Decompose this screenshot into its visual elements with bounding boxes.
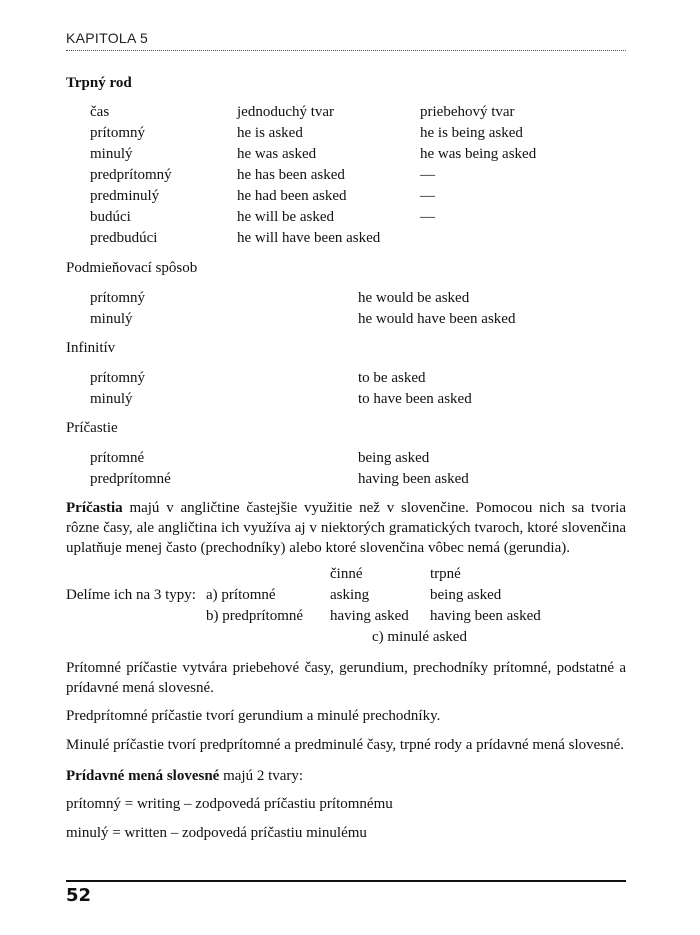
perfect-participle-paragraph: Predprítomné príčastie tvorí gerundium a minulé prechodníky. <box>66 708 441 724</box>
passive-col-continuous: priebehový tvar <box>420 104 515 120</box>
participle-form: having been asked <box>358 471 469 487</box>
verbal-adjectives-term: Prídavné mená slovesné <box>66 768 220 784</box>
present-participle-paragraph: Prítomné príčastie vytvára priebehové časy, gerundium, prechodníky prítomné, podstatné a prídavné mená slovesné. <box>66 660 626 696</box>
passive-simple-form: he was asked <box>237 146 317 162</box>
passive-simple-form: he had been asked <box>237 188 347 204</box>
passive-simple-form: he has been asked <box>237 167 345 183</box>
passive-continuous-form: he is being asked <box>420 125 523 141</box>
infinitive-form: to have been asked <box>358 391 472 407</box>
type-b-passive: having been asked <box>430 608 541 624</box>
passive-simple-form: he will be asked <box>237 209 335 225</box>
conditional-form: he would have been asked <box>358 311 516 327</box>
passive-continuous-form: — <box>420 209 435 225</box>
passive-continuous-form: — <box>420 188 435 204</box>
footer-divider <box>66 880 626 882</box>
passive-tense-label: prítomný <box>90 125 145 141</box>
passive-tense-label: minulý <box>90 146 133 162</box>
infinitive-tense-label: prítomný <box>90 370 145 386</box>
page-number: 52 <box>66 885 92 906</box>
participle-form: being asked <box>358 450 430 466</box>
infinitive-heading: Infinitív <box>66 340 116 356</box>
participles-text: majú v angličtine častejšie využitie než v slovenčine. Pomocou nich sa tvoria rôzne časy, ale angličtina ich využíva aj v niektorých gramatických tvaroch, ktoré slovenčina uplatňuje menej často (prechodníky) alebo ktoré slovenčina vôbec nemá (gerundia). <box>66 500 626 556</box>
participle-tense-label: predprítomné <box>90 471 171 487</box>
chapter-header: KAPITOLA 5 <box>66 30 149 46</box>
participles-paragraph <box>66 498 626 558</box>
passive-simple-form: he will have been asked <box>237 230 381 246</box>
conditional-tense-label: minulý <box>90 311 133 327</box>
present-form-line: prítomný = writing – zodpovedá príčastiu prítomnému <box>66 796 393 812</box>
passive-simple-form: he is asked <box>237 125 303 141</box>
conditional-form: he would be asked <box>358 290 470 306</box>
type-a-passive: being asked <box>430 587 502 603</box>
infinitive-tense-label: minulý <box>90 391 133 407</box>
type-b-label: b) predprítomné <box>206 608 304 624</box>
types-col-active: činné <box>330 566 363 582</box>
passive-col-tense: čas <box>90 104 110 120</box>
verbal-adjectives-paragraph <box>66 766 626 786</box>
type-a-active: asking <box>330 587 370 603</box>
infinitive-form: to be asked <box>358 370 426 386</box>
type-b-active: having asked <box>330 608 409 624</box>
passive-heading: Trpný rod <box>66 75 132 91</box>
passive-tense-label: budúci <box>90 209 131 225</box>
conditional-heading: Podmieňovací spôsob <box>66 260 198 276</box>
passive-tense-label: predminulý <box>90 188 160 204</box>
participle-tense-label: prítomné <box>90 450 145 466</box>
verbal-adjectives-text: majú 2 tvary: <box>219 768 304 784</box>
types-col-passive: trpné <box>430 566 461 582</box>
participles-term: Príčastia <box>66 500 123 516</box>
header-divider <box>66 50 626 51</box>
types-intro: Delíme ich na 3 typy: <box>66 587 196 603</box>
participle-heading: Príčastie <box>66 420 118 436</box>
passive-tense-label: predbudúci <box>90 230 158 246</box>
past-participle-paragraph: Minulé príčastie tvorí predprítomné a predminulé časy, trpné rody a prídavné mená slovesné. <box>66 737 625 753</box>
past-form-line: minulý = written – zodpovedá príčastiu minulému <box>66 825 367 841</box>
passive-tense-label: predprítomný <box>90 167 172 183</box>
passive-continuous-form: he was being asked <box>420 146 537 162</box>
type-c-line: c) minulé asked <box>372 629 467 645</box>
passive-continuous-form: — <box>420 167 435 183</box>
passive-col-simple: jednoduchý tvar <box>237 104 335 120</box>
type-a-label: a) prítomné <box>206 587 276 603</box>
conditional-tense-label: prítomný <box>90 290 145 306</box>
